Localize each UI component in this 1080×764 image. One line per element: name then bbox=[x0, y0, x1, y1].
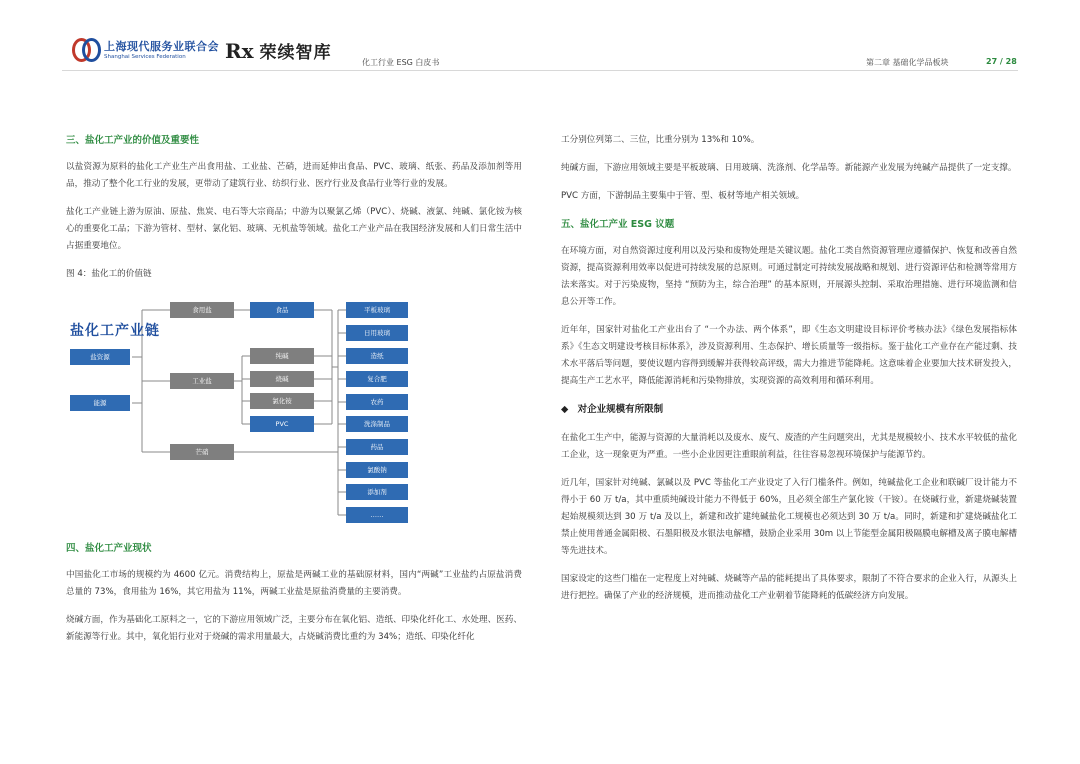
product-pvc: PVC bbox=[250, 416, 314, 432]
use-daily-glass: 日用玻璃 bbox=[346, 325, 408, 341]
pvc-paragraph: PVC 方面，下游制品主要集中于管、型、板材等地产相关领域。 bbox=[561, 191, 805, 201]
header-divider bbox=[62, 70, 1018, 71]
shanghai-services-federation-logo bbox=[72, 38, 219, 60]
use-flat-glass: 平板玻璃 bbox=[346, 302, 408, 318]
subsection-title: 对企业规模有所限制 bbox=[577, 404, 664, 415]
section-5-paragraph-2: 近年年，国家针对盐化工产业出台了 “一个办法、两个体系”，即《生态文明建设目标评价考核办法》《绿色发展指标体系》《生态文明建设考核目标体系》，涉及资源利用、生态保护、增长质量等一级指标。鉴于盐化工产业存在产能过剩、技术水平落后等问题，要使议题内容得到缓解并获得较高评级，需大力推进节能降耗。这意味着企业要加大技术研发投入，提高生产工艺水平，降低能源消耗和污染物排放，实现资源的高效利用和循环利用。 bbox=[561, 325, 1017, 386]
logo1-english-name: Shanghai Services Federation bbox=[104, 54, 186, 60]
product-food: 食品 bbox=[250, 302, 314, 318]
product-soda-ash: 纯碱 bbox=[250, 348, 314, 364]
section-4-paragraph-2: 烧碱方面，作为基础化工原料之一，它的下游应用领域广泛，主要分布在氧化铝、造纸、印染化纤化工、水处理、医药、新能源等行业。其中，氧化铝行业对于烧碱的需求用量最大，占烧碱消费比重约为 34%；造纸、印染化纤化 bbox=[66, 615, 522, 642]
chapter-title: 第二章 基础化学品板块 bbox=[866, 58, 949, 67]
use-detergent: 洗涤制品 bbox=[346, 416, 408, 432]
use-papermaking: 造纸 bbox=[346, 348, 408, 364]
left-column bbox=[66, 132, 522, 283]
use-medicine: 药品 bbox=[346, 439, 408, 455]
use-more: …… bbox=[346, 507, 408, 523]
source-energy: 能源 bbox=[70, 395, 130, 411]
section-3-paragraph-1: 以盐资源为原料的盐化工产业生产出食用盐、工业盐、芒硝，进而延伸出食品、PVC、玻璃、纸张、药品及添加剂等用品，推动了整个化工行业的发展，更带动了建筑行业、纺织行业、医疗行业及食品行业等行业的发展。 bbox=[66, 162, 522, 189]
soda-ash-paragraph: 纯碱方面，下游应用领域主要是平板玻璃、日用玻璃、洗涤剂、化学品等。新能源产业发展为纯碱产品提供了一定支撑。 bbox=[561, 163, 1017, 173]
rx-logo-mark: Rx bbox=[225, 38, 254, 63]
document-title: 化工行业 ESG 白皮书 bbox=[362, 58, 440, 67]
diamond-bullet-icon: ◆ bbox=[561, 404, 569, 415]
source-salt-resource: 盐资源 bbox=[70, 349, 130, 365]
logo2-name: 荣续智库 bbox=[259, 43, 332, 63]
page-number: 27 / 28 bbox=[986, 57, 1017, 66]
scale-paragraph-3: 国家设定的这些门槛在一定程度上对纯碱、烧碱等产品的能耗提出了具体要求，限制了不符合要求的企业入行，从源头上进行把控。确保了产业的经济规模，进而推动盐化工产业朝着节能降耗的低碳经济方向发展。 bbox=[561, 574, 1017, 601]
left-column-lower bbox=[66, 540, 522, 657]
product-ammonium-chloride: 氯化铵 bbox=[250, 393, 314, 409]
section-3-paragraph-2: 盐化工产业链上游为原油、原盐、焦炭、电石等大宗商品；中游为以聚氯乙烯（PVC）、烧碱、液氯、纯碱、氯化铵为核心的重要化工品；下游为管材、型材、氯化铝、玻璃、无机盐等领域。盐化工产业产品在我国经济发展和人们日常生活中占据重要地位。 bbox=[66, 207, 522, 251]
scale-paragraph-1: 在盐化工生产中，能源与资源的大量消耗以及废水、废气、废渣的产生问题突出，尤其是规模较小、技术水平较低的盐化工企业，这一现象更为严重。一些小企业因更注重眼前利益，往往容易忽视环境保护与能源节约。 bbox=[561, 433, 1017, 460]
figure-caption: 图 4：盐化工的价值链 bbox=[66, 269, 152, 279]
subsection-heading bbox=[561, 401, 1017, 418]
continued-paragraph: 工分别位列第二、三位，比重分别为 13%和 10%。 bbox=[561, 135, 760, 145]
use-compound-fertilizer: 复合肥 bbox=[346, 371, 408, 387]
section-3-heading: 三、盐化工产业的价值及重要性 bbox=[66, 135, 200, 146]
scale-paragraph-2: 近几年，国家针对纯碱、氯碱以及 PVC 等盐化工产业设定了入行门槛条件。例如，纯碱盐化工企业和联碱厂设计能力不得小于 60 万 t/a，其中重质纯碱设计能力不得低于 60%，且必须全部生产氯化铵（干铵）。在烧碱行业，新建烧碱装置起始规模须达到 30 万 t/a 及以上，新建和改扩建纯碱盐化工规模也必须达到 30 万 t/a。同时，新建和扩建烧碱盐化工禁止使用普通金属阳极、石墨阳极及水银法电解槽，鼓励企业采用 30m 以上节能型金属阳极隔膜电解槽及离子膜电解槽等先进技术。 bbox=[561, 478, 1017, 556]
use-pesticide: 农药 bbox=[346, 394, 408, 410]
section-5-paragraph-1: 在环境方面，对自然资源过度利用以及污染和废物处理是关键议题。盐化工类自然资源管理应遵循保护、恢复和改善自然资源，提高资源利用效率以促进可持续发展的总原则。可通过制定可持续发展战略和规划、进行资源评估和检测等常用方法来落实。对于污染废物，坚持 “预防为主，综合治理” 的基本原则，开展源头控制、采取治理措施、进行环境监测和信息公开等工作。 bbox=[561, 246, 1017, 307]
use-additive: 添加剂 bbox=[346, 484, 408, 500]
rongxu-think-tank-logo bbox=[225, 38, 332, 63]
mid-edible-salt: 食用盐 bbox=[170, 302, 234, 318]
diagram-title: 盐化工产业链 bbox=[70, 323, 160, 339]
section-4-heading: 四、盐化工产业现状 bbox=[66, 543, 152, 554]
use-sodium-chlorate: 氯酸钠 bbox=[346, 462, 408, 478]
mid-industrial-salt: 工业盐 bbox=[170, 373, 234, 389]
right-column bbox=[561, 132, 1017, 616]
product-caustic-soda: 烧碱 bbox=[250, 371, 314, 387]
value-chain-diagram bbox=[62, 292, 392, 527]
section-5-heading: 五、盐化工产业 ESG 议题 bbox=[561, 219, 675, 230]
mid-mirabilite: 芒硝 bbox=[170, 444, 234, 460]
federation-logo-icon bbox=[72, 38, 98, 60]
logo1-chinese-name: 上海现代服务业联合会 bbox=[104, 40, 219, 53]
section-4-paragraph-1: 中国盐化工市场的规模约为 4600 亿元。消费结构上，原盐是两碱工业的基础原材料，国内“两碱”工业盐约占原盐消费总量的 73%，食用盐为 16%，其它用盐为 11%，两碱工业盐是原盐消费量的主要消费。 bbox=[66, 570, 522, 597]
